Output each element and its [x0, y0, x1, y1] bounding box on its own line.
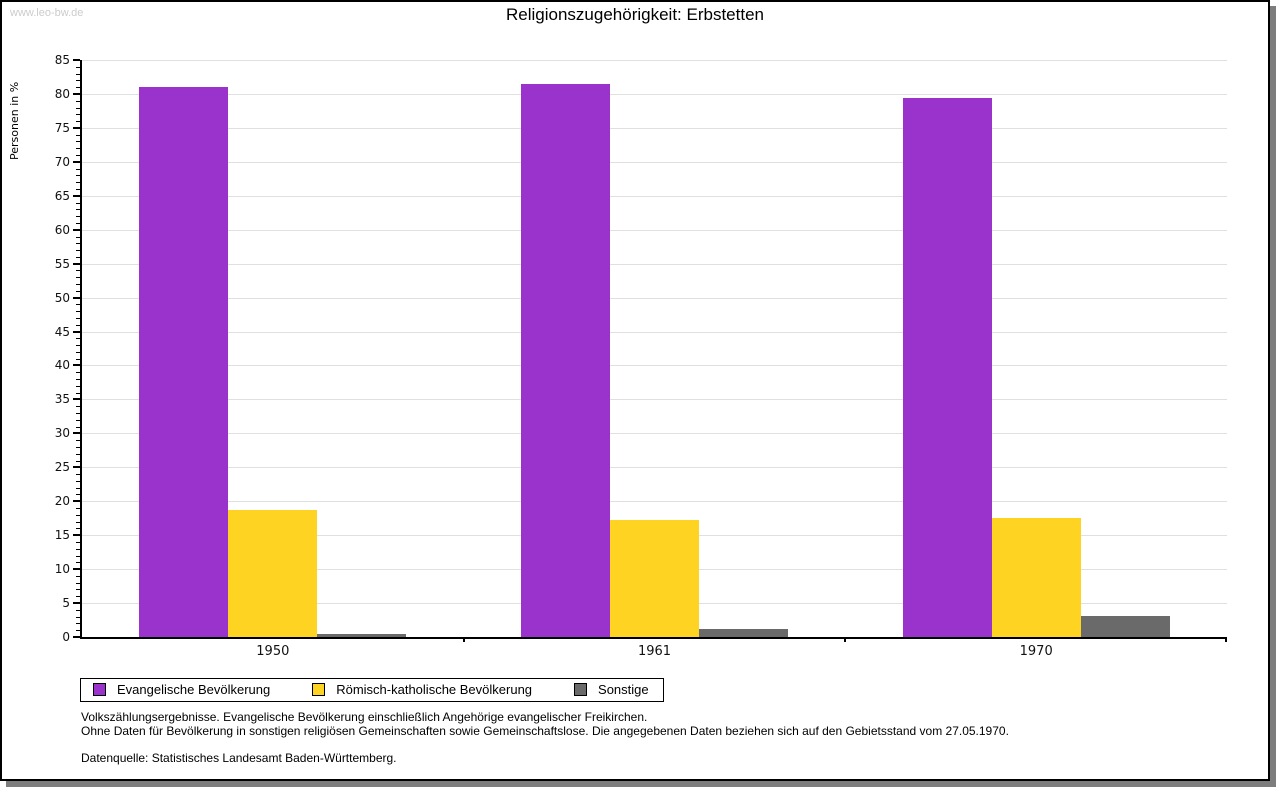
legend-swatch [93, 683, 106, 696]
y-minor-tick [76, 250, 80, 251]
y-minor-tick [76, 121, 80, 122]
y-minor-tick [76, 393, 80, 394]
y-minor-tick [76, 223, 80, 224]
y-tick-label: 65 [54, 188, 70, 203]
y-major-tick [73, 398, 80, 400]
y-minor-tick [76, 481, 80, 482]
y-minor-tick [76, 528, 80, 529]
y-major-tick [73, 602, 80, 604]
footnotes [81, 710, 1238, 765]
y-minor-tick [76, 243, 80, 244]
bar-group-1950 [82, 60, 464, 637]
y-major-tick [73, 466, 80, 468]
y-major-tick [73, 636, 80, 638]
y-minor-tick [76, 610, 80, 611]
y-major-tick [73, 161, 80, 163]
plot-area [54, 53, 1227, 659]
bar [228, 510, 317, 637]
footnote-source: Datenquelle: Statistisches Landesamt Baden-Württemberg. [81, 751, 397, 765]
legend-item [312, 682, 532, 697]
legend-swatch [574, 683, 587, 696]
legend-item [93, 682, 270, 697]
y-minor-tick [76, 352, 80, 353]
y-minor-tick [76, 216, 80, 217]
legend-swatch [312, 683, 325, 696]
bar [139, 87, 228, 637]
y-minor-tick [76, 141, 80, 142]
bar [992, 518, 1081, 637]
y-minor-tick [76, 318, 80, 319]
legend [80, 678, 664, 702]
y-minor-tick [76, 617, 80, 618]
y-minor-tick [76, 386, 80, 387]
y-minor-tick [76, 372, 80, 373]
y-minor-tick [76, 454, 80, 455]
y-minor-tick [76, 494, 80, 495]
y-minor-tick [76, 169, 80, 170]
y-major-tick [73, 432, 80, 434]
bar [610, 520, 699, 637]
bar-group-1970 [845, 60, 1227, 637]
bar-groups-layer [82, 60, 1227, 637]
y-tick-label: 25 [54, 460, 70, 475]
y-major-tick [73, 534, 80, 536]
y-tick-label: 20 [54, 494, 70, 509]
y-major-tick [73, 93, 80, 95]
y-major-tick [73, 229, 80, 231]
y-minor-tick [76, 101, 80, 102]
y-minor-tick [76, 420, 80, 421]
y-minor-tick [76, 623, 80, 624]
bar [317, 634, 406, 637]
y-tick-label: 55 [54, 256, 70, 271]
y-minor-tick [76, 508, 80, 509]
x-separator-tick [1225, 637, 1227, 642]
watermark: www.leo-bw.de [10, 7, 84, 19]
y-tick-label: 5 [62, 596, 70, 611]
y-minor-tick [76, 135, 80, 136]
chart-title: Religionszugehörigkeit: Erbstetten [506, 5, 764, 24]
y-minor-tick [76, 148, 80, 149]
legend-label: Evangelische Bevölkerung [117, 682, 271, 697]
y-minor-tick [76, 576, 80, 577]
y-minor-tick [76, 522, 80, 523]
y-major-tick [73, 127, 80, 129]
y-minor-tick [76, 87, 80, 88]
y-minor-tick [76, 427, 80, 428]
x-axis-label: 1970 [1019, 644, 1053, 659]
y-minor-tick [76, 379, 80, 380]
y-minor-tick [76, 67, 80, 68]
y-minor-tick [76, 182, 80, 183]
y-major-tick [73, 331, 80, 333]
footnote-line: Ohne Daten für Bevölkerung in sonstigen religiösen Gemeinschaften sowie Gemeinschaftslose. Die angegebenen Daten beziehen sich auf den Gebietsstand vom 27.05.1970. [81, 724, 1009, 738]
y-tick-label: 10 [54, 562, 70, 577]
y-major-tick [73, 59, 80, 61]
y-minor-tick [76, 630, 80, 631]
y-minor-tick [76, 488, 80, 489]
y-minor-tick [76, 596, 80, 597]
y-minor-tick [76, 284, 80, 285]
y-minor-tick [76, 359, 80, 360]
y-minor-tick [76, 413, 80, 414]
y-major-tick [73, 364, 80, 366]
y-minor-tick [76, 542, 80, 543]
footnote-line: Volkszählungsergebnisse. Evangelische Bevölkerung einschließlich Angehörige evangelischer Freikirchen. [81, 710, 648, 724]
bar [521, 84, 610, 637]
legend-item [574, 682, 649, 697]
x-axis-label: 1961 [637, 644, 672, 659]
y-tick-label: 35 [54, 392, 70, 407]
x-axis-labels [82, 644, 1227, 659]
y-minor-tick [76, 474, 80, 475]
y-tick-label: 40 [54, 358, 70, 373]
y-minor-tick [76, 562, 80, 563]
y-minor-tick [76, 80, 80, 81]
y-minor-tick [76, 338, 80, 339]
y-minor-tick [76, 189, 80, 190]
bar [903, 98, 992, 637]
y-minor-tick [76, 325, 80, 326]
legend-label: Römisch-katholische Bevölkerung [336, 682, 533, 697]
x-separator-tick [844, 637, 846, 642]
y-minor-tick [76, 74, 80, 75]
legend-label: Sonstige [598, 682, 649, 697]
y-tick-label: 15 [54, 528, 70, 543]
x-separator-tick [463, 637, 465, 642]
y-minor-tick [76, 549, 80, 550]
y-minor-tick [76, 556, 80, 557]
bar-group-1961 [464, 60, 846, 637]
y-minor-tick [76, 257, 80, 258]
y-minor-tick [76, 270, 80, 271]
y-minor-tick [76, 583, 80, 584]
y-minor-tick [76, 440, 80, 441]
y-tick-label: 85 [54, 53, 70, 67]
y-minor-tick [76, 175, 80, 176]
bar [699, 629, 788, 637]
y-major-tick [73, 568, 80, 570]
y-minor-tick [76, 277, 80, 278]
y-minor-tick [76, 589, 80, 590]
y-minor-tick [76, 108, 80, 109]
y-major-tick [73, 297, 80, 299]
y-major-tick [73, 500, 80, 502]
y-tick-label: 70 [54, 154, 70, 169]
y-tick-label: 45 [54, 324, 70, 339]
y-major-tick [73, 263, 80, 265]
y-tick-label: 75 [54, 120, 70, 135]
y-minor-tick [76, 304, 80, 305]
y-minor-tick [76, 209, 80, 210]
y-tick-label: 0 [62, 630, 70, 644]
y-minor-tick [76, 203, 80, 204]
y-tick-label: 80 [54, 86, 70, 101]
y-minor-tick [76, 237, 80, 238]
bar [1081, 616, 1170, 637]
y-minor-tick [76, 345, 80, 346]
y-tick-label: 50 [54, 290, 70, 305]
y-minor-tick [76, 155, 80, 156]
y-tick-label: 30 [54, 426, 70, 441]
y-axis-title: Personen in % [8, 81, 21, 160]
y-major-tick [73, 195, 80, 197]
y-tick-label: 60 [54, 222, 70, 237]
x-axis-label: 1950 [256, 644, 290, 659]
y-minor-tick [76, 291, 80, 292]
y-minor-tick [76, 114, 80, 115]
y-minor-tick [76, 461, 80, 462]
y-minor-tick [76, 515, 80, 516]
y-minor-tick [76, 311, 80, 312]
y-minor-tick [76, 447, 80, 448]
y-minor-tick [76, 406, 80, 407]
